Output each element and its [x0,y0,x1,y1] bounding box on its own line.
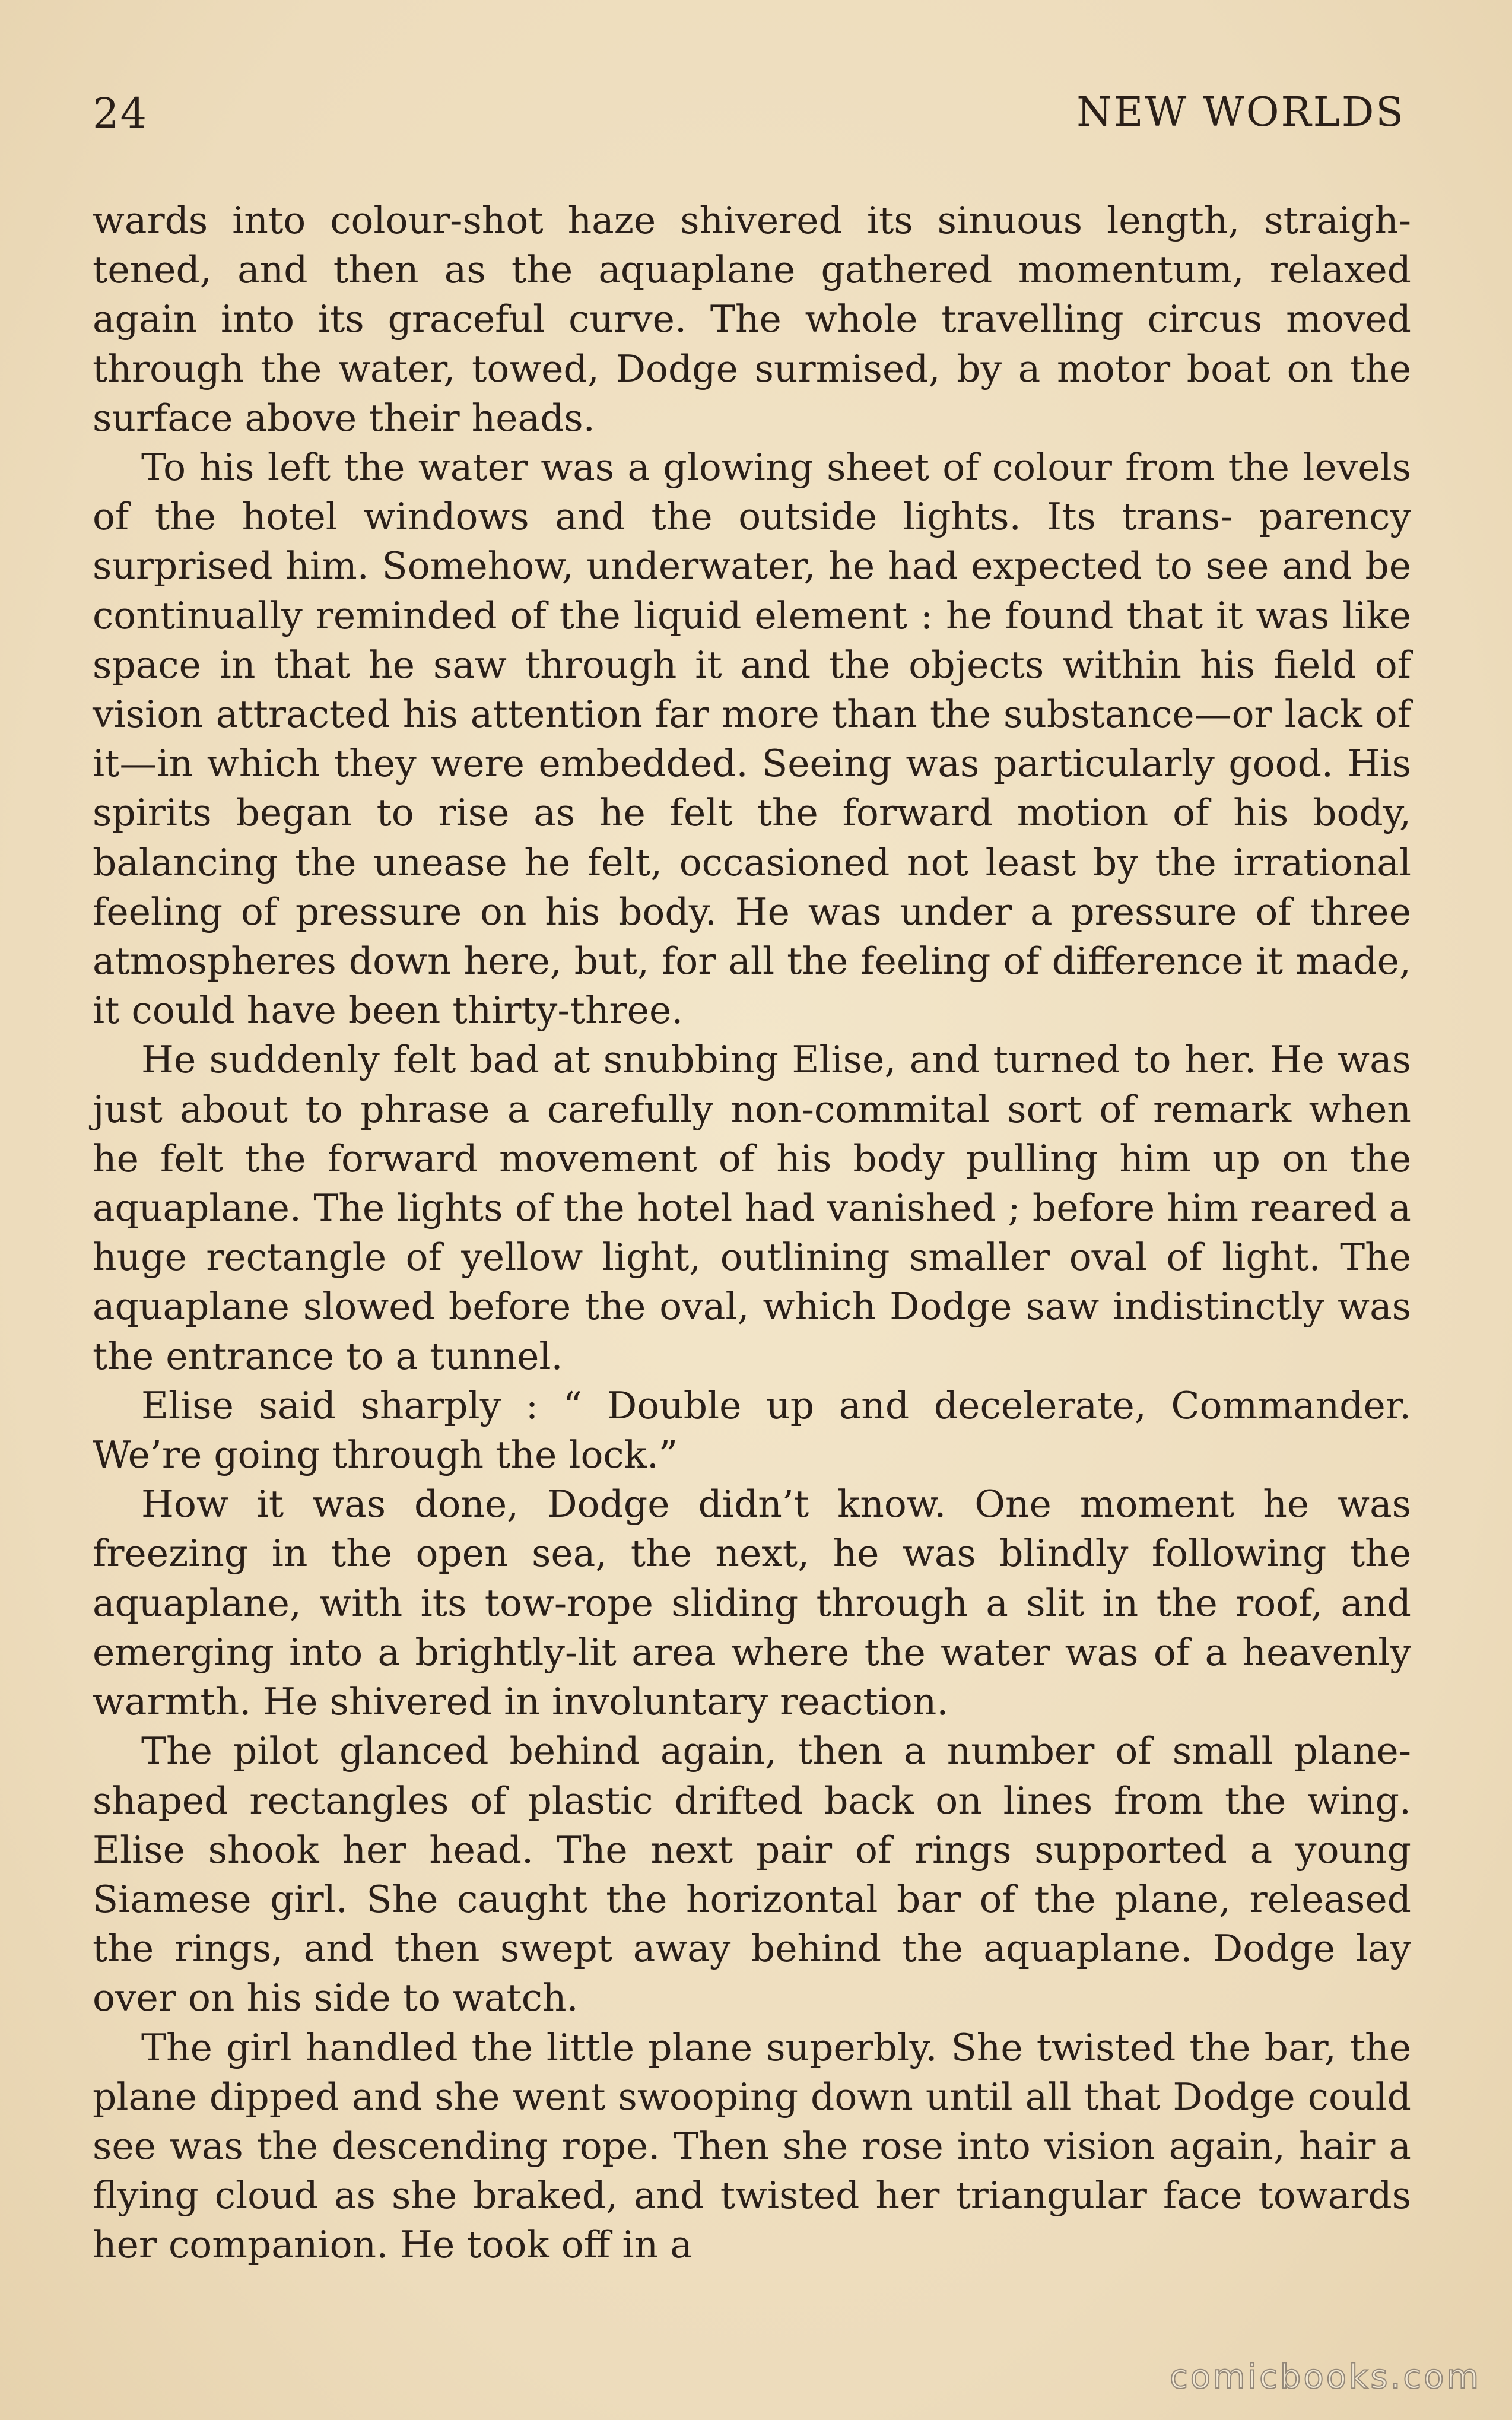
page-number: 24 [93,89,148,138]
paragraph: How it was done, Dodge didn’t know. One moment he was freezing in the open sea, the next, he was blindly following the aquaplane, with its tow-rope sliding through a slit in the roof, and emerging into a brightly-lit area where the water was of a heavenly warmth. He shivered in involuntary reaction. [93,1482,1411,1724]
watermark: comicbooks.com [1169,2358,1481,2396]
paragraph: To his left the water was a glowing sheet of colour from the levels of the hotel windows and the outside lights. Its trans- parency surprised him. Somehow, underwater, he had expected to see and be continually reminded of the liquid element : he found that it was like space in that he saw through it and the objects within his field of vision attracted his attention far more than the substance—or lack of it—in which they were embedded. Seeing was particularly good. His spirits began to rise as he felt the forward motion of his body, balancing the unease he felt, occasioned not least by the irrational feeling of pressure on his body. He was under a pressure of three atmospheres down here, but, for all the feeling of difference it made, it could have been thirty-three. [93,446,1411,1033]
body-text [93,196,1411,2270]
paragraph: wards into colour-shot haze shivered its sinuous length, straigh- tened, and then as the aquaplane gathered momentum, relaxed again into its graceful curve. The whole travelling circus moved through the water, towed, Dodge surmised, by a motor boat on the surface above their heads. [93,199,1411,440]
paragraph: He suddenly felt bad at snubbing Elise, and turned to her. He was just about to phrase a carefully non-commital sort of remark when he felt the forward movement of his body pulling him up on the aquaplane. The lights of the hotel had vanished ; before him reared a huge rectangle of yellow light, outlining smaller oval of light. The aquaplane slowed before the oval, which Dodge saw indistinctly was the entrance to a tunnel. [93,1038,1411,1378]
running-title: NEW WORLDS [1076,89,1405,136]
paragraph: Elise said sharply : “ Double up and decelerate, Commander. We’re going through the lock.” [93,1383,1411,1477]
paragraph: The girl handled the little plane superbly. She twisted the bar, the plane dipped and she went swooping down until all that Dodge could see was the descending rope. Then she rose into vision again, hair a flying cloud as she braked, and twisted her triangular face towards her companion. He took off in a [93,2025,1411,2267]
paragraph: The pilot glanced behind again, then a number of small plane- shaped rectangles of plastic drifted back on lines from the wing. Elise shook her head. The next pair of rings supported a young Siamese girl. She caught the horizontal bar of the plane, released the rings, and then swept away behind the aquaplane. Dodge lay over on his side to watch. [93,1729,1411,2020]
running-head [93,89,1405,154]
